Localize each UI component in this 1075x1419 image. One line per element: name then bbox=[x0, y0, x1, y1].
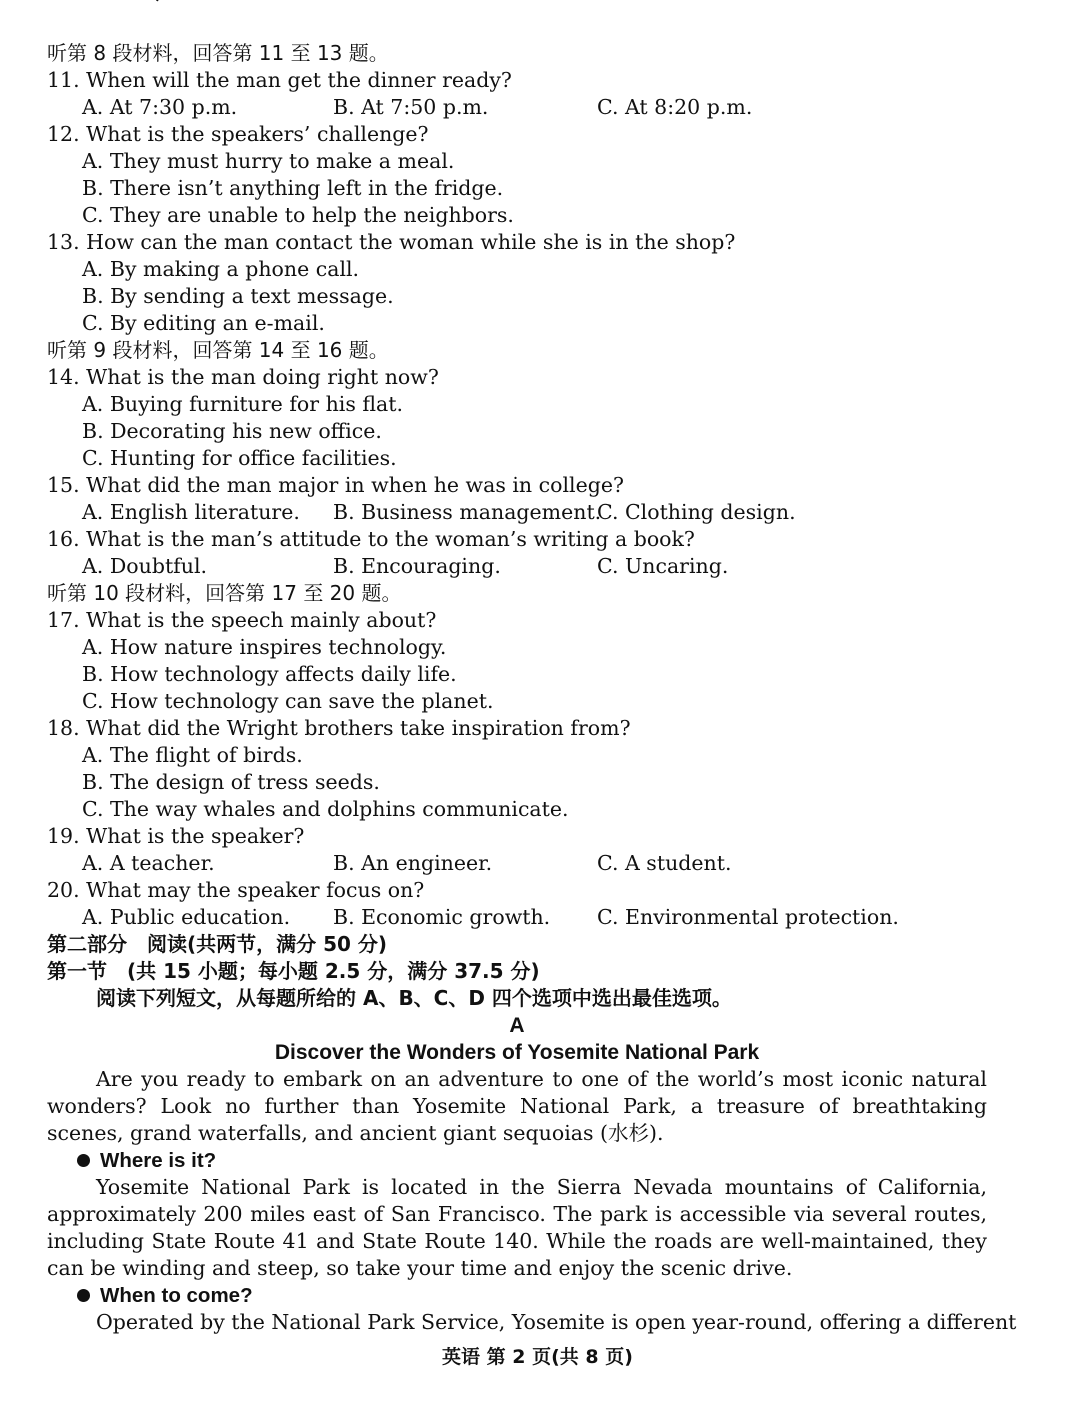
corner-mark bbox=[140, 0, 170, 4]
option-c: C. Hunting for office facilities. bbox=[82, 446, 397, 470]
bullet-icon bbox=[77, 1154, 90, 1167]
option-c: C. The way whales and dolphins communicate. bbox=[82, 797, 569, 821]
question-16: 16. What is the man’s attitude to the woman’s writing a book? bbox=[47, 527, 695, 551]
option-c: C. Uncaring. bbox=[597, 554, 729, 578]
heading-text: Where is it? bbox=[100, 1149, 217, 1172]
option-b: B. The design of tress seeds. bbox=[82, 770, 380, 794]
question-19-options bbox=[47, 850, 987, 877]
option-a: A. Public education. bbox=[82, 905, 291, 929]
question-19: 19. What is the speaker? bbox=[47, 824, 305, 848]
section-8-header: 听第 8 段材料，回答第 11 至 13 题。 bbox=[47, 41, 389, 65]
option-a: A. They must hurry to make a meal. bbox=[82, 149, 455, 173]
option-c: C. By editing an e-mail. bbox=[82, 311, 325, 335]
option-c: C. At 8:20 p.m. bbox=[597, 95, 753, 119]
heading-text: When to come? bbox=[100, 1284, 253, 1307]
section-9-header: 听第 9 段材料，回答第 14 至 16 题。 bbox=[47, 338, 389, 362]
option-c: C. Environmental protection. bbox=[597, 905, 899, 929]
passage-paragraph-season: Operated by the National Park Service, Yosemite is open year-round, offering a different bbox=[96, 1310, 1017, 1334]
option-b: B. Decorating his new office. bbox=[82, 419, 382, 443]
reading-instruction: 阅读下列短文，从每题所给的 A、B、C、D 四个选项中选出最佳选项。 bbox=[96, 986, 732, 1010]
question-15: 15. What did the man major in when he was in college? bbox=[47, 473, 624, 497]
section-10-header: 听第 10 段材料，回答第 17 至 20 题。 bbox=[47, 581, 402, 605]
page-content bbox=[47, 40, 1017, 1336]
question-11: 11. When will the man get the dinner ready? bbox=[47, 68, 512, 92]
question-18: 18. What did the Wright brothers take inspiration from? bbox=[47, 716, 631, 740]
section-heading-when bbox=[47, 1282, 987, 1309]
option-a: A. Buying furniture for his flat. bbox=[82, 392, 404, 416]
option-b: B. How technology affects daily life. bbox=[82, 662, 457, 686]
option-a: A. How nature inspires technology. bbox=[82, 635, 447, 659]
option-a: A. The flight of birds. bbox=[82, 743, 303, 767]
question-16-options bbox=[47, 553, 987, 580]
question-13: 13. How can the man contact the woman while she is in the shop? bbox=[47, 230, 736, 254]
option-b: B. At 7:50 p.m. bbox=[333, 95, 489, 119]
question-20-options bbox=[47, 904, 987, 931]
option-b: B. An engineer. bbox=[333, 851, 493, 875]
option-c: C. A student. bbox=[597, 851, 732, 875]
passage-intro: Are you ready to embark on an adventure to one of the world’s most iconic natural wonders? Look no further than Yosemite National Park, a treasure of breathtaking scenes, grand waterfalls, and ancient giant sequoias (水杉). bbox=[47, 1067, 987, 1145]
section-1-title: 第一节 (共 15 小题；每小题 2.5 分，满分 37.5 分) bbox=[47, 959, 540, 983]
passage-paragraph-location: Yosemite National Park is located in the Sierra Nevada mountains of California, approximately 200 miles east of San Francisco. The park is accessible via several routes, including State Route 41 and State Route 140. While the roads are well-maintained, they can be winding and steep, so take your time and enjoy the scenic drive. bbox=[47, 1175, 987, 1280]
question-15-options bbox=[47, 499, 987, 526]
option-a: A. At 7:30 p.m. bbox=[82, 95, 238, 119]
option-b: B. By sending a text message. bbox=[82, 284, 394, 308]
passage-letter: A bbox=[509, 1014, 525, 1037]
option-b: B. Encouraging. bbox=[333, 554, 501, 578]
option-c: C. They are unable to help the neighbors. bbox=[82, 203, 514, 227]
question-20: 20. What may the speaker focus on? bbox=[47, 878, 425, 902]
option-b: B. There isn’t anything left in the fridge. bbox=[82, 176, 504, 200]
question-17: 17. What is the speech mainly about? bbox=[47, 608, 437, 632]
option-b: B. Economic growth. bbox=[333, 905, 551, 929]
page-footer: 英语 第 2 页(共 8 页) bbox=[442, 1346, 633, 1368]
option-a: A. A teacher. bbox=[82, 851, 215, 875]
question-12: 12. What is the speakers’ challenge? bbox=[47, 122, 429, 146]
option-c: C. How technology can save the planet. bbox=[82, 689, 494, 713]
option-a: A. Doubtful. bbox=[82, 554, 208, 578]
passage-title: Discover the Wonders of Yosemite National Park bbox=[274, 1041, 760, 1064]
question-11-options bbox=[47, 94, 987, 121]
option-b: B. Business management. bbox=[333, 500, 602, 524]
option-c: C. Clothing design. bbox=[597, 500, 796, 524]
part-2-title: 第二部分 阅读(共两节，满分 50 分) bbox=[47, 932, 388, 956]
bullet-icon bbox=[77, 1289, 90, 1302]
section-heading-where bbox=[47, 1147, 987, 1174]
option-a: A. By making a phone call. bbox=[82, 257, 360, 281]
question-14: 14. What is the man doing right now? bbox=[47, 365, 439, 389]
option-a: A. English literature. bbox=[82, 500, 300, 524]
